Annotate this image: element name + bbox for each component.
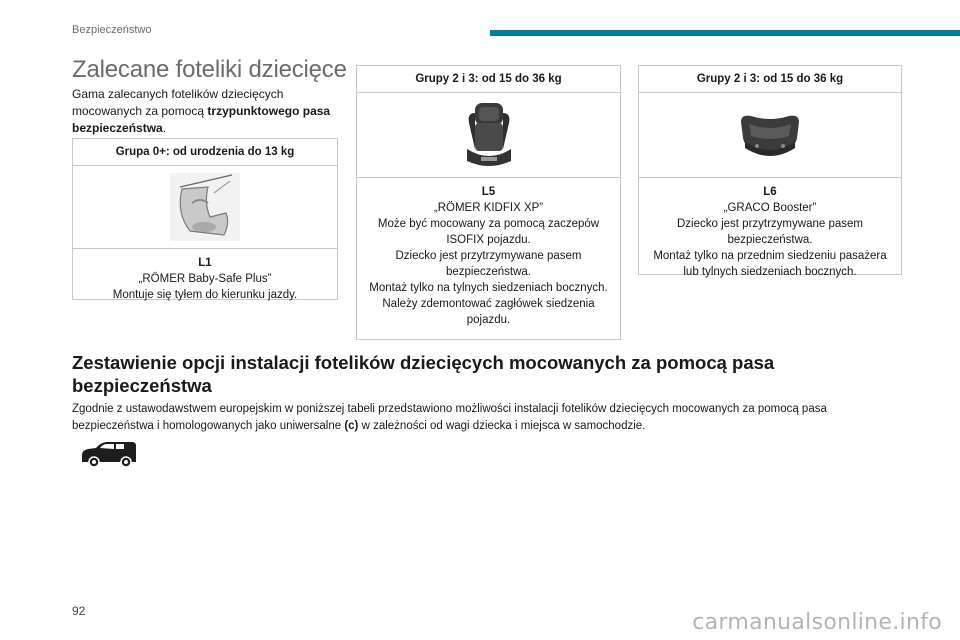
section-heading: Zestawienie opcji instalacji fotelików dziecięcych mocowanych za pomocą pasa bezpieczeństwa xyxy=(72,352,775,396)
card-line: Montuje się tyłem do kierunku jazdy. xyxy=(112,289,298,301)
section-paragraph xyxy=(72,401,892,435)
card-image xyxy=(73,166,337,249)
card-image xyxy=(639,93,901,178)
card-group-title: Grupy 2 i 3: od 15 do 36 kg xyxy=(357,66,620,93)
card-description xyxy=(357,178,620,334)
section-bold-text: (c) xyxy=(344,420,359,432)
card-line: „RÖMER KIDFIX XP” xyxy=(433,202,544,214)
header-accent-bar xyxy=(490,30,960,36)
page-title: Zalecane foteliki dziecięce xyxy=(72,56,347,83)
card-line: Należy zdemontować zagłówek siedzenia pojazdu. xyxy=(382,298,595,326)
card-line: Dziecko jest przytrzymywane pasem bezpieczeństwa. xyxy=(677,218,863,246)
section-text-end: w zależności od wagi dziecka i miejsca w samochodzie. xyxy=(358,420,646,432)
card-line: „RÖMER Baby-Safe Plus” xyxy=(138,273,272,285)
seat-card-l6 xyxy=(638,65,902,278)
card-line: Może być mocowany za pomocą zaczepów ISOFIX pojazdu. xyxy=(377,218,600,246)
section-label: Bezpieczeństwo xyxy=(72,24,152,36)
van-icon xyxy=(80,440,138,468)
seat-code: L6 xyxy=(763,186,777,198)
intro-bold-text: trzypunktowego pasa bezpieczeństwa xyxy=(72,104,331,135)
intro-end: . xyxy=(162,121,167,135)
card-line: Montaż tylko na tylnych siedzeniach bocznych. xyxy=(369,282,608,294)
seat-code: L1 xyxy=(198,257,212,269)
intro-text: Gama zalecanych fotelików dziecięcych mocowanych za pomocą xyxy=(72,87,284,118)
card-group-title: Grupy 2 i 3: od 15 do 36 kg xyxy=(639,66,901,93)
card-description xyxy=(639,178,901,286)
card-line: Montaż tylko na przednim siedzeniu pasażera lub tylnych siedzeniach bocznych. xyxy=(653,250,887,278)
section-text: Zgodnie z ustawodawstwem europejskim w poniższej tabeli przedstawiono możliwości instalacji fotelików dziecięcych mocowanych za pomocą pasa bezpieczeństwa i homologowanych jako uniwersalne xyxy=(72,403,827,432)
seat-card-l5 xyxy=(356,65,621,340)
seat-card-l1 xyxy=(72,138,338,300)
card-image xyxy=(357,93,620,178)
highback-booster-icon xyxy=(461,99,517,171)
intro-paragraph xyxy=(72,86,344,137)
card-line: „GRACO Booster” xyxy=(723,202,817,214)
card-group-title: Grupa 0+: od urodzenia do 13 kg xyxy=(73,139,337,166)
booster-cushion-icon xyxy=(735,108,805,162)
infant-carrier-icon xyxy=(170,173,240,241)
page-number: 92 xyxy=(72,604,86,618)
seat-code: L5 xyxy=(481,186,496,198)
card-description xyxy=(73,249,337,309)
card-line: Dziecko jest przytrzymywane pasem bezpieczeństwa. xyxy=(395,250,582,278)
watermark: carmanualsonline.info xyxy=(692,610,942,635)
